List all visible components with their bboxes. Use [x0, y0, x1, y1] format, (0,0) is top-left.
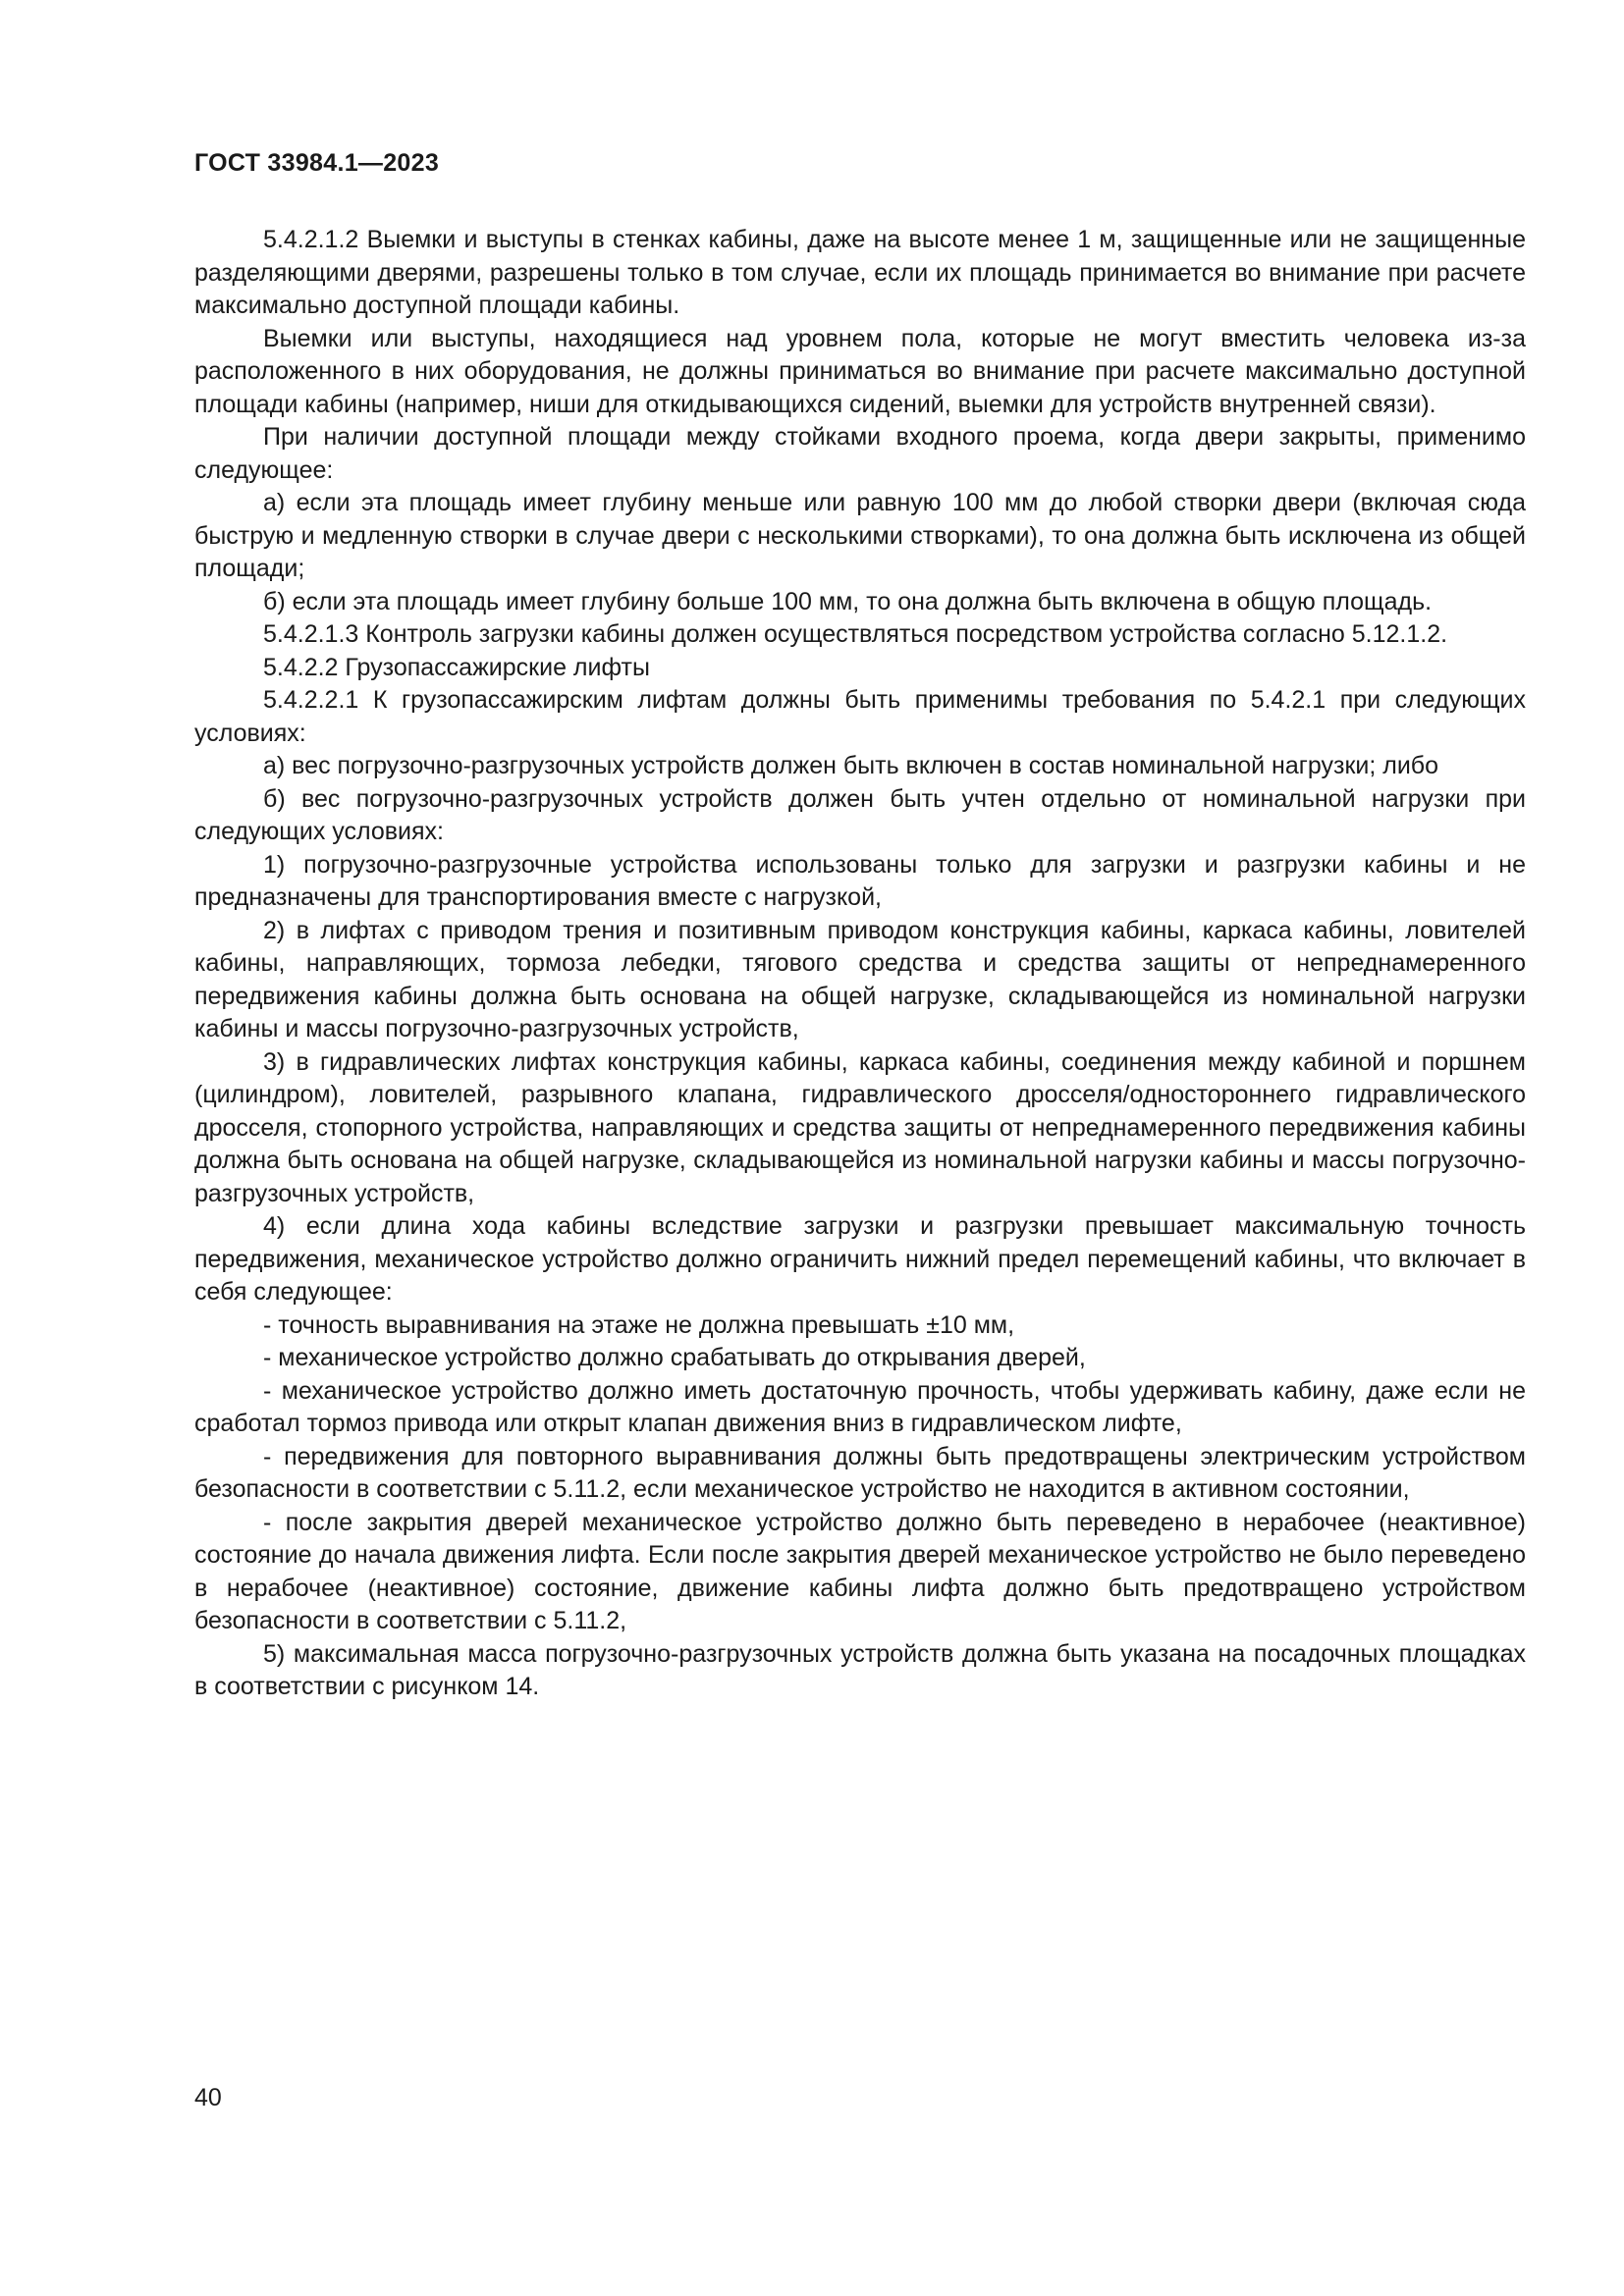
paragraph: 5.4.2.1.3 Контроль загрузки кабины должен осуществляться посредством устройства согласно 5.12.1.2.	[263, 620, 1448, 648]
paragraph: При наличии доступной площади между стойками входного проема, когда двери закрыты, применимо следующее:	[194, 423, 1526, 484]
list-item: - после закрытия дверей механическое устройство должно быть переведено в нерабочее (неактивное) состояние до начала движения лифта. Если после закрытия дверей механическое устройство не было переведено в нерабочее (неактивное) состояние, движение кабины лифта должно быть предотвращено устройством безопасности в соответствии с 5.11.2,	[194, 1508, 1526, 1634]
list-item: б) вес погрузочно-разгрузочных устройств должен быть учтен отдельно от номинальной нагрузки при следующих условиях:	[194, 784, 1526, 845]
list-item: - механическое устройство должно срабатывать до открывания дверей,	[263, 1344, 1086, 1371]
list-item: 4) если длина хода кабины вследствие загрузки и разгрузки превышает максимальную точность передвижения, механическое устройство должно ограничить нижний предел перемещений кабины, что включает в себя следующее:	[194, 1212, 1526, 1306]
list-item: 3) в гидравлических лифтах конструкция кабины, каркаса кабины, соединения между кабиной и поршнем (цилиндром), ловителей, разрывного клапана, гидравлического дросселя/одностороннего гидравлического дросселя, стопорного устройства, направляющих и средства защиты от непреднамеренного передвижения кабины должна быть основана на общей нагрузке, складывающейся из номинальной нагрузки кабины и массы погрузочно-разгрузочных устройств,	[194, 1047, 1526, 1207]
list-item: а) вес погрузочно-разгрузочных устройств должен быть включен в состав номинальной нагрузки; либо	[263, 752, 1439, 779]
list-item: 1) погрузочно-разгрузочные устройства использованы только для загрузки и разгрузки кабины и не предназначены для транспортирования вместе с нагрузкой,	[194, 850, 1526, 911]
list-item: - точность выравнивания на этаже не должна превышать ±10 мм,	[263, 1310, 1015, 1339]
list-item: 2) в лифтах с приводом трения и позитивным приводом конструкция кабины, каркаса кабины, ловителей кабины, направляющих, тормоза лебедки, тягового средства и средства защиты от непреднамеренного передвижения кабины должна быть основана на общей нагрузке, складывающейся из номинальной нагрузки кабины и массы погрузочно-разгрузочных устройств,	[194, 916, 1526, 1042]
list-item: - передвижения для повторного выравнивания должны быть предотвращены электрическим устройством безопасности в соответствии с 5.11.2, если механическое устройство не находится в активном состоянии,	[194, 1442, 1526, 1503]
paragraph: Выемки или выступы, находящиеся над уровнем пола, которые не могут вместить человека из-за расположенного в них оборудования, не должны приниматься во внимание при расчете максимально доступной площади кабины (например, ниши для откидывающихся сидений, выемки для устройств внутренней связи).	[194, 324, 1526, 418]
list-item: - механическое устройство должно иметь достаточную прочность, чтобы удерживать кабину, даже если не сработал тормоз привода или открыт клапан движения вниз в гидравлическом лифте,	[194, 1376, 1526, 1437]
document-body	[194, 224, 1526, 1704]
list-item: 5) максимальная масса погрузочно-разгрузочных устройств должна быть указана на посадочных площадках в соответствии с рисунком 14.	[194, 1639, 1526, 1700]
paragraph: 5.4.2.2.1 К грузопассажирским лифтам должны быть применимы требования по 5.4.2.1 при следующих условиях:	[194, 686, 1526, 747]
section-heading: 5.4.2.2 Грузопассажирские лифты	[263, 653, 650, 681]
paragraph: а) если эта площадь имеет глубину меньше или равную 100 мм до любой створки двери (включая сюда быструю и медленную створки в случае двери с несколькими створками), то она должна быть исключена из общей площади;	[194, 489, 1526, 582]
paragraph: б) если эта площадь имеет глубину больше 100 мм, то она должна быть включена в общую площадь.	[263, 587, 1433, 615]
document-header: ГОСТ 33984.1—2023	[194, 149, 440, 177]
paragraph: 5.4.2.1.2 Выемки и выступы в стенках кабины, даже на высоте менее 1 м, защищенные или не защищенные разделяющими дверями, разрешены только в том случае, если их площадь принимается во внимание при расчете максимально доступной площади кабины.	[194, 226, 1526, 319]
page-number: 40	[194, 2084, 222, 2111]
